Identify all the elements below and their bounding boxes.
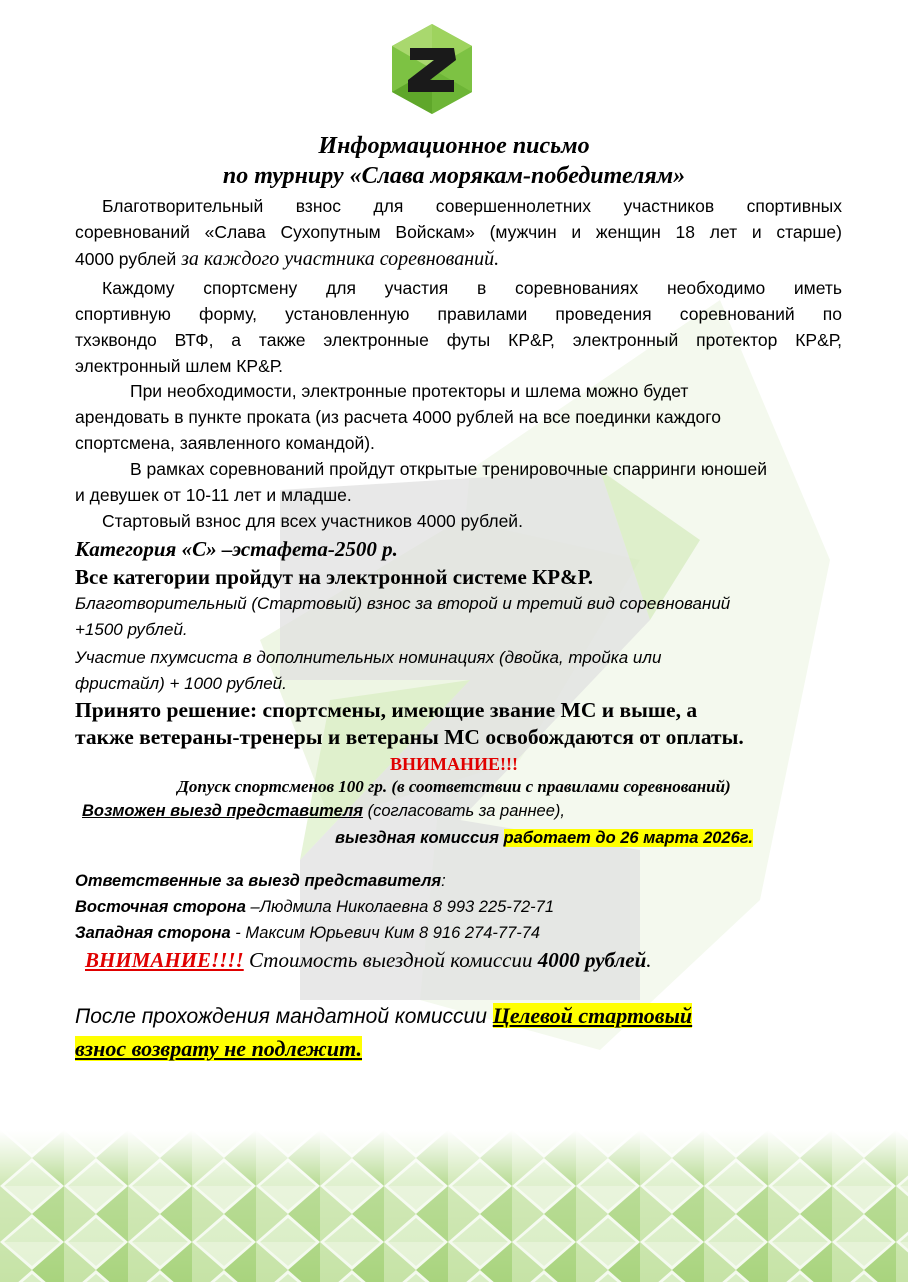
p5-line-1: Стартовый взнос для всех участников 4000 рублей. xyxy=(102,511,523,531)
attention-cost-amount: 4000 рублей xyxy=(537,948,647,972)
weight-allowance-line: Допуск спортсменов 100 гр. (в соответствии с правилами соревнований) xyxy=(177,777,731,796)
visit-line xyxy=(82,802,565,821)
p2-line-1: Каждому спортсмену для участия в соревнованиях необходимо иметь xyxy=(102,278,842,298)
final-line-2 xyxy=(75,1036,362,1062)
responsible-heading-text: Ответственные за выезд представителя xyxy=(75,872,442,890)
visit-possible-text: Возможен выезд представителя xyxy=(82,802,363,820)
p2-line-3: тхэквондо ВТФ, а также электронные футы КР&Р, электронный протектор КР&Р, xyxy=(75,330,842,350)
commission-line xyxy=(335,829,753,848)
attention-cost-end: . xyxy=(646,948,652,972)
fee3-line-1: Участие пхумсиста в дополнительных номинациях (двойка, тройка или xyxy=(75,648,662,667)
final-highlight-1: Целевой стартовый xyxy=(492,1003,693,1028)
p1-line-3 xyxy=(75,248,499,271)
p1-line-2: соревнований «Слава Сухопутным Войскам» (мужчин и женщин 18 лет и старше) xyxy=(75,222,842,242)
p3-line-2: арендовать в пункте проката (из расчета 4000 рублей на все поединки каждого xyxy=(75,407,721,427)
title-line-2: по турниру «Слава морякам-победителям» xyxy=(222,163,686,189)
p1-per-participant: за каждого участника соревнований. xyxy=(181,248,500,270)
attention-heading: ВНИМАНИЕ!!! xyxy=(390,754,518,774)
attention-cost-alert: ВНИМАНИЕ!!!! xyxy=(85,948,244,972)
east-phone: –Людмила Николаевна 8 993 225-72-71 xyxy=(245,898,555,916)
p3-line-1: При необходимости, электронные протекторы и шлема можно будет xyxy=(130,381,689,401)
attention-cost-line xyxy=(85,948,652,973)
final-text: После прохождения мандатной комиссии xyxy=(75,1005,493,1028)
responsible-heading xyxy=(75,872,446,891)
p4-line-1: В рамках соревнований пройдут открытые тренировочные спарринги юношей xyxy=(130,459,767,479)
system-line: Все категории пройдут на электронной системе КР&Р. xyxy=(75,565,594,589)
p1-amount: 4000 рублей xyxy=(75,249,182,269)
commission-label: выездная комиссия xyxy=(335,829,504,847)
p4-line-2: и девушек от 10-11 лет и младше. xyxy=(75,485,352,505)
decision-line-1: Принято решение: спортсмены, имеющие звание МС и выше, а xyxy=(75,698,698,722)
west-label: Западная сторона xyxy=(75,924,231,942)
fee3-line-2: фристайл) + 1000 рублей. xyxy=(75,674,287,693)
category-line: Категория «С» –эстафета-2500 р. xyxy=(75,537,398,561)
p1-line-1: Благотворительный взнос для совершеннолетних участников спортивных xyxy=(102,196,842,216)
east-label: Восточная сторона xyxy=(75,898,246,916)
decorative-triangle-pattern xyxy=(0,1130,908,1282)
visit-note: (согласовать за раннее), xyxy=(362,802,565,820)
p3-line-3: спортсмена, заявленного командой). xyxy=(75,433,375,453)
p2-line-2: спортивную форму, установленную правилами проведения соревнований по xyxy=(75,304,842,324)
commission-deadline: работает до 26 марта 2026г. xyxy=(503,829,753,847)
responsible-colon: : xyxy=(441,872,446,890)
fee2-line-1: Благотворительный (Стартовый) взнос за второй и третий вид соревнований xyxy=(75,594,731,613)
west-contact xyxy=(75,924,540,943)
decision-line-2: также ветераны-тренеры и ветераны МС освобождаются от оплаты. xyxy=(75,725,744,749)
attention-cost-text: Стоимость выездной комиссии xyxy=(243,948,538,972)
final-highlight-2: взнос возврату не подлежит. xyxy=(75,1036,362,1061)
west-phone: - Максим Юрьевич Ким 8 916 274-77-74 xyxy=(230,924,541,942)
final-line-1 xyxy=(75,1003,692,1029)
east-contact xyxy=(75,898,554,917)
fee2-line-2: +1500 рублей. xyxy=(75,620,188,639)
p2-line-4: электронный шлем КР&Р. xyxy=(75,356,284,376)
title-line-1: Информационное письмо xyxy=(318,133,590,159)
